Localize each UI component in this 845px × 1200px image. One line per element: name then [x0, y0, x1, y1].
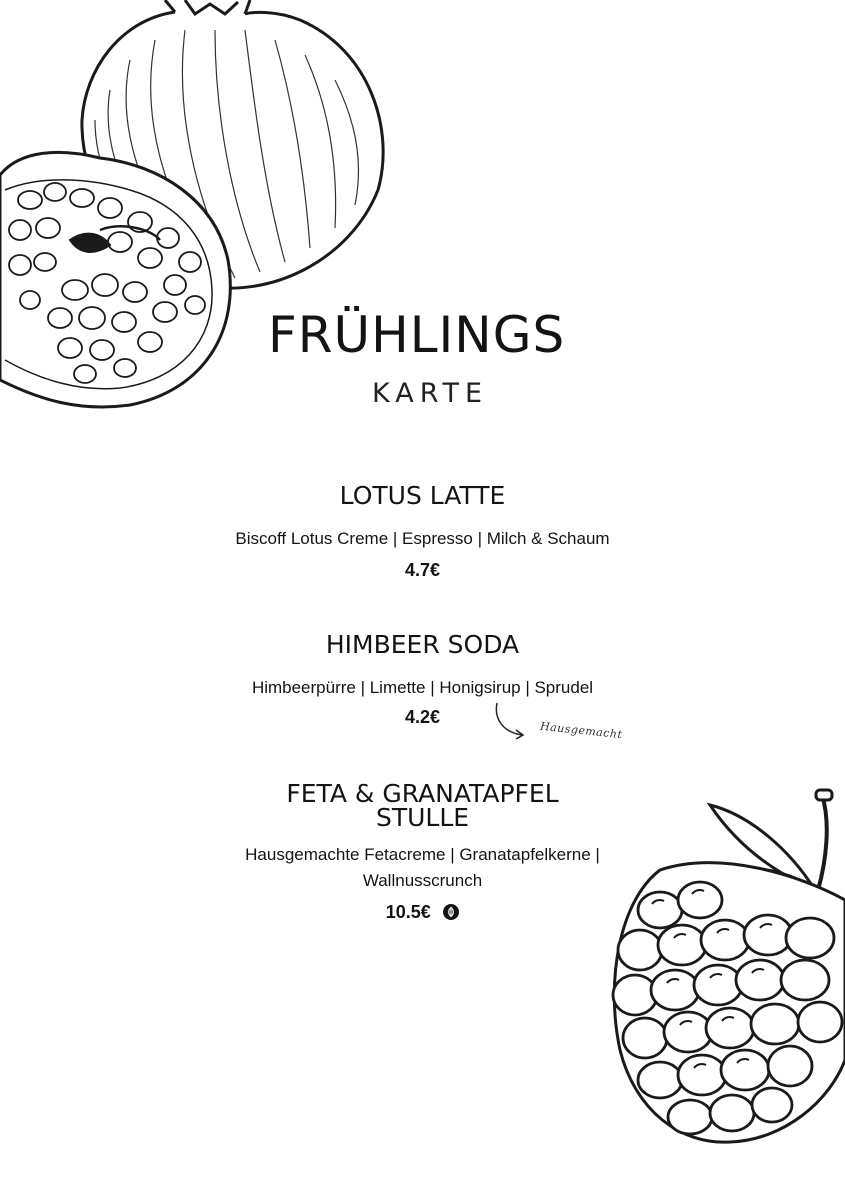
item-description: Himbeerpürre | Limette | Honigsirup | Sprudel: [251, 678, 594, 697]
arrow-icon: [492, 700, 532, 740]
raspberry-illustration: [600, 780, 845, 1150]
menu-item-himbeer-soda: [0, 630, 845, 728]
item-description-line-1: Hausgemachte Fetacreme | Granatapfelkerne |: [245, 845, 600, 864]
item-name: LOTUS LATTE: [339, 481, 506, 510]
vegetarian-leaf-icon: [443, 904, 459, 920]
page-title: FRÜHLINGS: [268, 306, 566, 364]
item-name: HIMBEER SODA: [325, 630, 520, 659]
item-price: 4.2€: [404, 707, 441, 727]
page-subtitle: KARTE: [372, 378, 489, 409]
item-description-line-2: Wallnusscrunch: [362, 871, 483, 890]
item-name-line-2: STULLE: [375, 803, 470, 832]
item-description: Biscoff Lotus Creme | Espresso | Milch & Schaum: [235, 529, 610, 548]
menu-item-lotus-latte: [0, 481, 845, 581]
item-price: 10.5€: [385, 902, 431, 922]
homemade-note: Hausgemacht: [539, 719, 624, 742]
item-name-line-1: FETA & GRANATAPFEL: [286, 779, 559, 808]
item-price: 4.7€: [404, 560, 441, 580]
